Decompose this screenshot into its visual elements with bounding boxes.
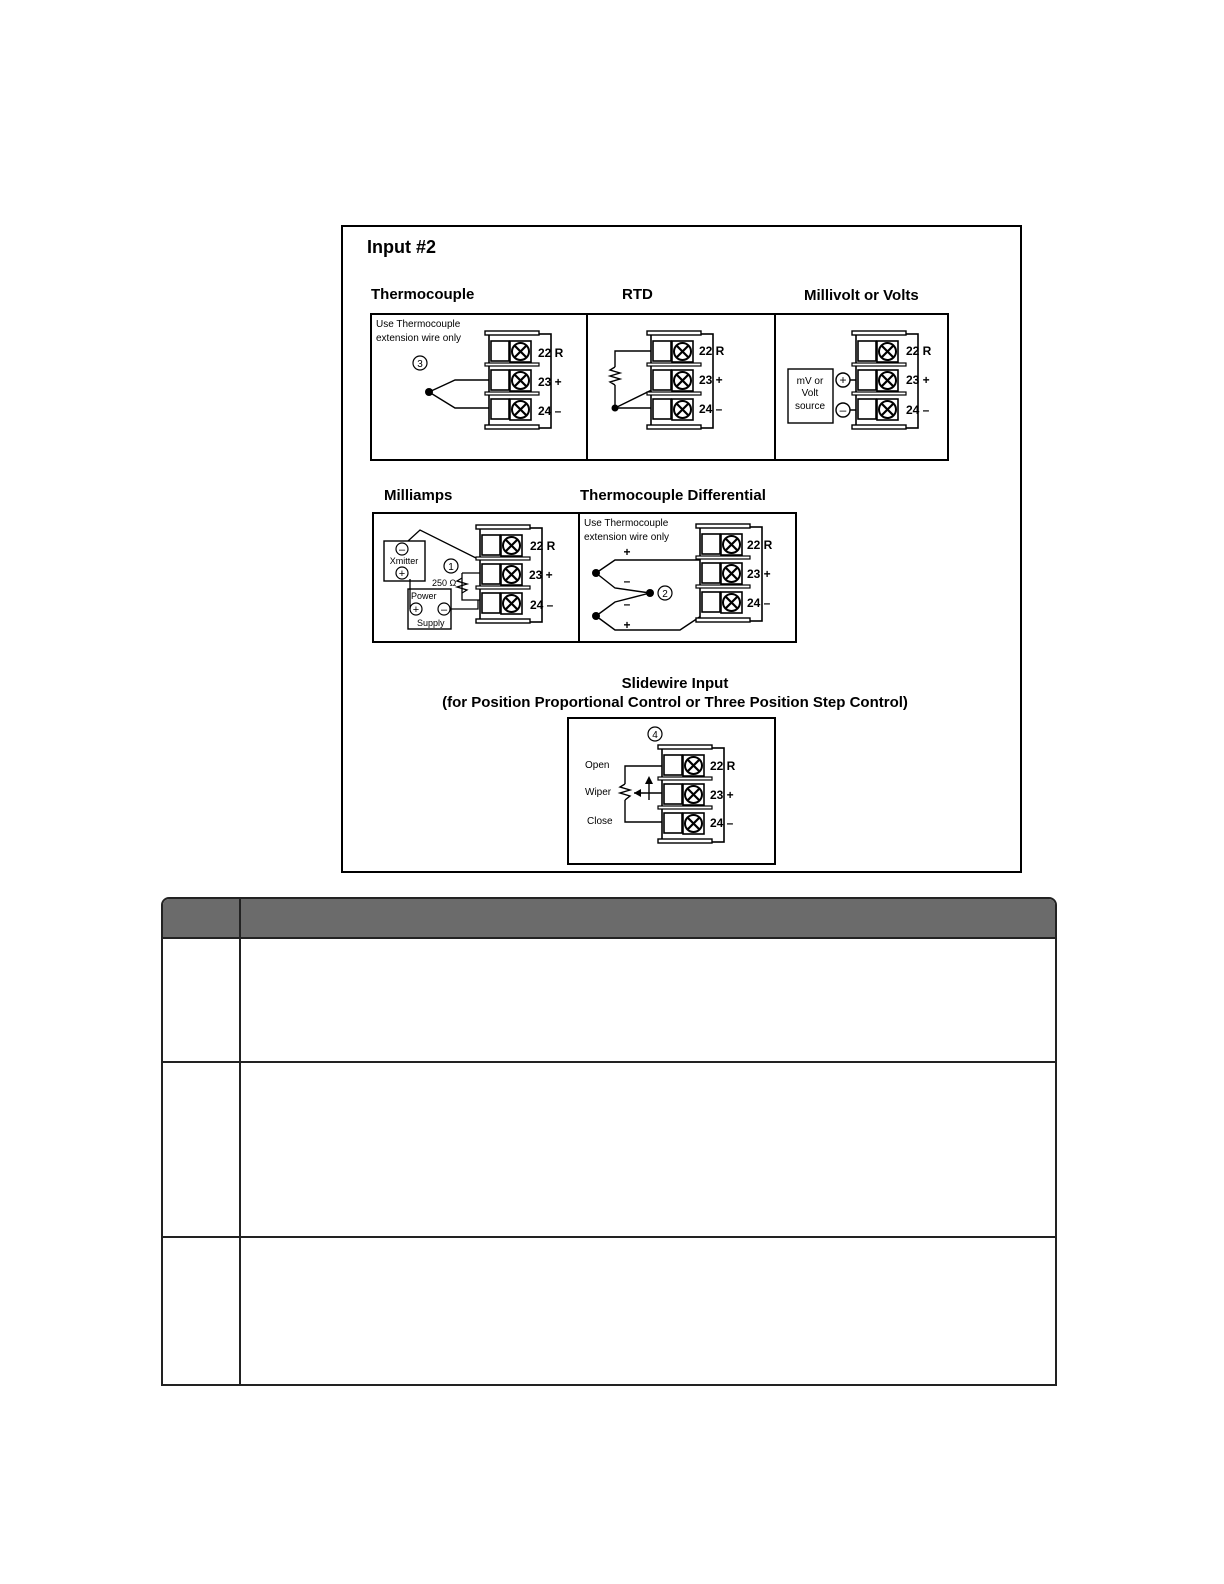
tc-note-line2: extension wire only	[376, 333, 462, 344]
tcd-plus-1: +	[623, 545, 631, 559]
tcd-term-22: 22 R	[747, 538, 773, 552]
tcd-plus-2: +	[623, 618, 631, 632]
mv-term-23: 23 +	[906, 373, 930, 387]
rtd-term-23: 23 +	[699, 373, 723, 387]
tcd-term-24: 24 –	[747, 596, 771, 610]
mv-term-24: 24 –	[906, 403, 930, 417]
ma-power-minus: –	[440, 604, 448, 616]
tcdiff-title: Thermocouple Differential	[580, 487, 766, 504]
mv-source-line3: source	[794, 401, 826, 412]
tc-callout: 3	[417, 359, 423, 370]
mv-plus: +	[839, 373, 847, 387]
slidewire-subtitle: (for Position Proportional Control or Three Position Step Control)	[442, 694, 908, 711]
ma-term-22: 22 R	[530, 539, 556, 553]
tcd-minus-1: –	[623, 574, 631, 588]
rtd-term-22: 22 R	[699, 344, 725, 358]
tcd-junction-1	[592, 569, 600, 577]
tc-term-22: 22 R	[538, 346, 564, 360]
rtd-resistor	[610, 367, 620, 385]
sw-arrows	[634, 776, 653, 797]
column-divider	[239, 899, 241, 1384]
ma-callout: 1	[448, 562, 454, 573]
tcd-minus-2: –	[623, 597, 631, 611]
tc-junction	[425, 388, 433, 396]
rtd-title: RTD	[622, 286, 653, 303]
ma-resistor-label: 250 Ω	[432, 578, 457, 588]
rtd-term-24: 24 –	[699, 402, 723, 416]
sw-close: Close	[587, 816, 613, 827]
tcd-note-line2: extension wire only	[584, 532, 670, 543]
sw-wiper: Wiper	[585, 787, 612, 798]
ma-term-24: 24 –	[530, 598, 554, 612]
ma-power-plus: +	[412, 604, 420, 616]
ma-term-23: 23 +	[529, 568, 553, 582]
tcd-junction-2	[592, 612, 600, 620]
figure-title: Input #2	[367, 237, 437, 257]
milliamps-title: Milliamps	[384, 487, 453, 504]
row-divider-2	[163, 1236, 1055, 1238]
notes-table	[161, 897, 1057, 1386]
ma-xmitter-plus: +	[398, 568, 406, 580]
millivolt-title: Millivolt or Volts	[804, 287, 919, 304]
tc-term-24: 24 –	[538, 404, 562, 418]
mv-minus: –	[839, 403, 847, 417]
mv-source-line2: Volt	[801, 388, 819, 399]
tcd-term-23: 23 +	[747, 567, 771, 581]
sw-open: Open	[585, 760, 610, 771]
rtd-junction	[612, 405, 619, 412]
mv-source-line1: mV or	[796, 376, 824, 387]
ma-xmitter: Xmitter	[389, 556, 419, 566]
row-divider-1	[163, 1061, 1055, 1063]
thermocouple-title: Thermocouple	[371, 286, 475, 303]
sw-term-24: 24 –	[710, 816, 734, 830]
tc-term-23: 23 +	[538, 375, 562, 389]
ma-xmitter-minus: –	[398, 544, 406, 556]
sw-term-23: 23 +	[710, 788, 734, 802]
tcd-junction-3	[646, 589, 654, 597]
table-header	[163, 899, 1055, 939]
ma-supply: Supply	[417, 618, 445, 628]
tcd-callout: 2	[662, 589, 668, 600]
sw-callout: 4	[652, 730, 658, 741]
sw-resistor	[620, 784, 630, 800]
tcd-note-line1: Use Thermocouple	[584, 518, 669, 529]
sw-term-22: 22 R	[710, 759, 736, 773]
mv-term-22: 22 R	[906, 344, 932, 358]
ma-power: Power	[411, 591, 437, 601]
slidewire-title: Slidewire Input	[621, 675, 729, 692]
tc-note-line1: Use Thermocouple	[376, 319, 461, 330]
